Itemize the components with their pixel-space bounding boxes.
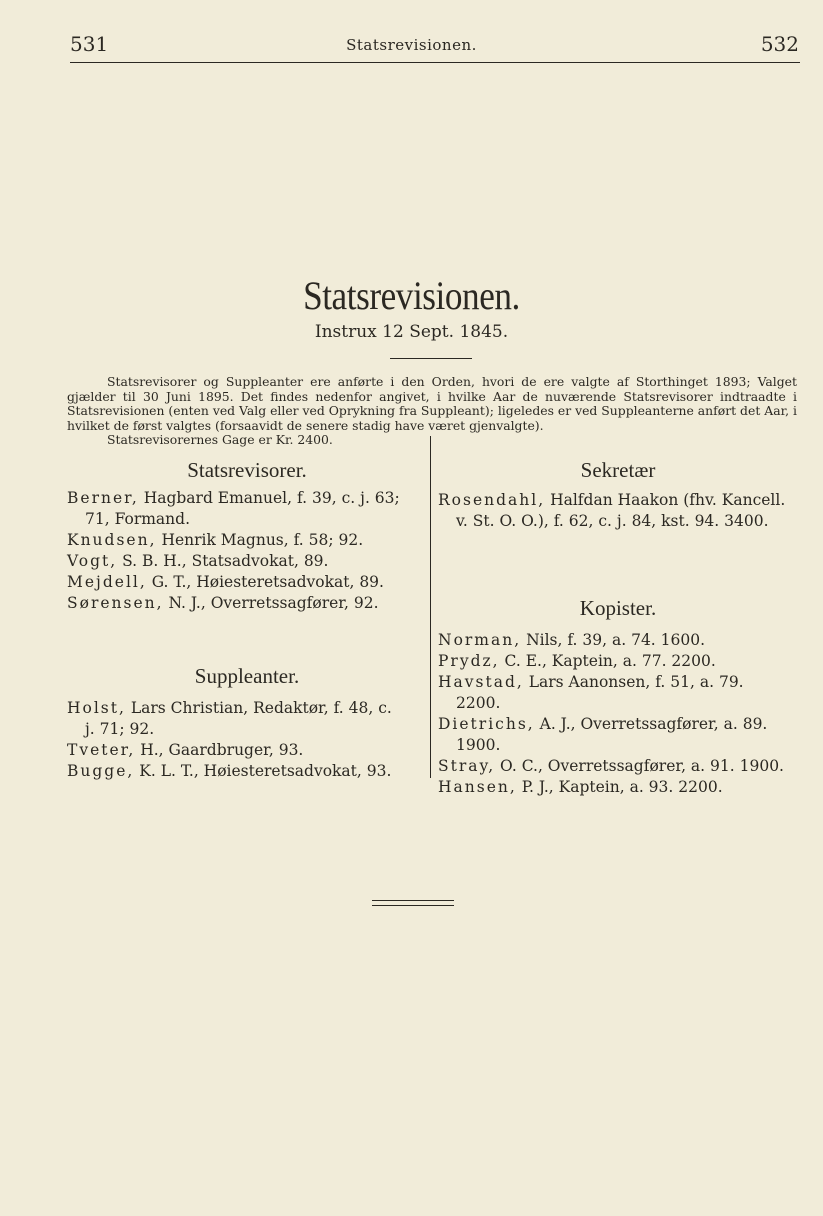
list-item [67,530,427,551]
intro-gage: Statsrevisorernes Gage er Kr. 2400. [107,432,333,447]
entry-surname: Vogt, [67,552,118,570]
page-number-left: 531 [70,32,109,56]
list-item [67,698,427,719]
heading-kopister: Kopister. [579,596,657,620]
entry-continuation: 1900. [456,736,501,754]
list-kopister [438,630,798,798]
entry-surname: Holst, [67,699,126,717]
intro-text [67,375,797,448]
entry-details: S. B. H., Statsadvokat, 89. [117,552,329,570]
list-statsrevisorer [67,488,427,614]
entry-surname: Hansen, [438,778,517,796]
list-item [438,672,798,693]
entry-details: P. J., Kaptein, a. 93. 2200. [516,778,723,796]
list-item [438,651,798,672]
entry-surname: Stray, [438,757,496,775]
entry-continuation: 2200. [456,694,501,712]
entry-surname: Berner, [67,489,139,507]
entry-details: H., Gaardbruger, 93. [135,741,304,759]
list-item [438,630,798,651]
entry-continuation: 71, Formand. [85,510,190,528]
entry-continuation: v. St. O. O.), f. 62, c. j. 84, kst. 94. 3400. [456,512,769,530]
list-item [438,490,798,511]
entry-surname: Mejdell, [67,573,147,591]
entry-details: Halfdan Haakon (fhv. Kancell. [545,491,786,509]
entry-details: Hagbard Emanuel, f. 39, c. j. 63; [138,489,400,507]
list-item [67,761,427,782]
entry-surname: Prydz, [438,652,500,670]
header-rule [70,62,800,63]
intro-paragraph: Statsrevisorer og Suppleanter ere anførte i den Orden, hvori de ere valgte af Storthinget 1893; Valget gjælder til 30 Juni 1895. Det findes nedenfor angivet, i hvilke Aar de nuværende Statsrevisorer indtraadte i Statsrevisionen (enten ved Valg eller ved Oprykning fra Suppleant); ligeledes er ved Suppleanterne anført det Aar, i hvilket de først valgtes (forsaavidt de senere stadig have været gjenvalgte). [67,374,797,433]
list-item [438,777,798,798]
list-item [67,740,427,761]
entry-surname: Havstad, [438,673,524,691]
entry-surname: Knudsen, [67,531,157,549]
entry-surname: Rosendahl, [438,491,546,509]
entry-details: K. L. T., Høiesteretsadvokat, 93. [134,762,392,780]
list-item [67,593,427,614]
entry-surname: Dietrichs, [438,715,535,733]
list-item [67,488,427,509]
heading-statsrevisorer: Statsrevisorer. [187,458,307,482]
entry-details: Lars Aanonsen, f. 51, a. 79. [523,673,744,691]
running-header: Statsrevisionen. [346,36,477,54]
entry-surname: Sørensen, [67,594,164,612]
heading-suppleanter: Suppleanter. [194,664,300,688]
entry-continuation: j. 71; 92. [85,720,155,738]
entry-details: Henrik Magnus, f. 58; 92. [156,531,364,549]
entry-details: A. J., Overretssagfører, a. 89. [534,715,768,733]
entry-details: Nils, f. 39, a. 74. 1600. [521,631,706,649]
list-item [67,572,427,593]
entry-details: O. C., Overretssagfører, a. 91. 1900. [495,757,784,775]
page-subtitle: Instrux 12 Sept. 1845. [314,322,509,342]
entry-surname: Tveter, [67,741,136,759]
list-item [438,714,798,735]
entry-details: C. E., Kaptein, a. 77. 2200. [499,652,716,670]
entry-surname: Norman, [438,631,522,649]
heading-sekretaer: Sekretær [580,458,656,482]
end-double-rule [372,900,454,906]
column-divider [430,436,431,778]
page-title: Statsrevisionen. [303,273,520,318]
list-item [67,551,427,572]
list-item [438,756,798,777]
title-rule [390,358,472,359]
page-number-right: 532 [760,32,799,56]
list-sekretaer [438,490,798,532]
entry-details: N. J., Overretssagfører, 92. [163,594,379,612]
entry-details: Lars Christian, Redaktør, f. 48, c. [125,699,392,717]
entry-surname: Bugge, [67,762,135,780]
entry-details: G. T., Høiesteretsadvokat, 89. [146,573,384,591]
list-suppleanter [67,698,427,782]
